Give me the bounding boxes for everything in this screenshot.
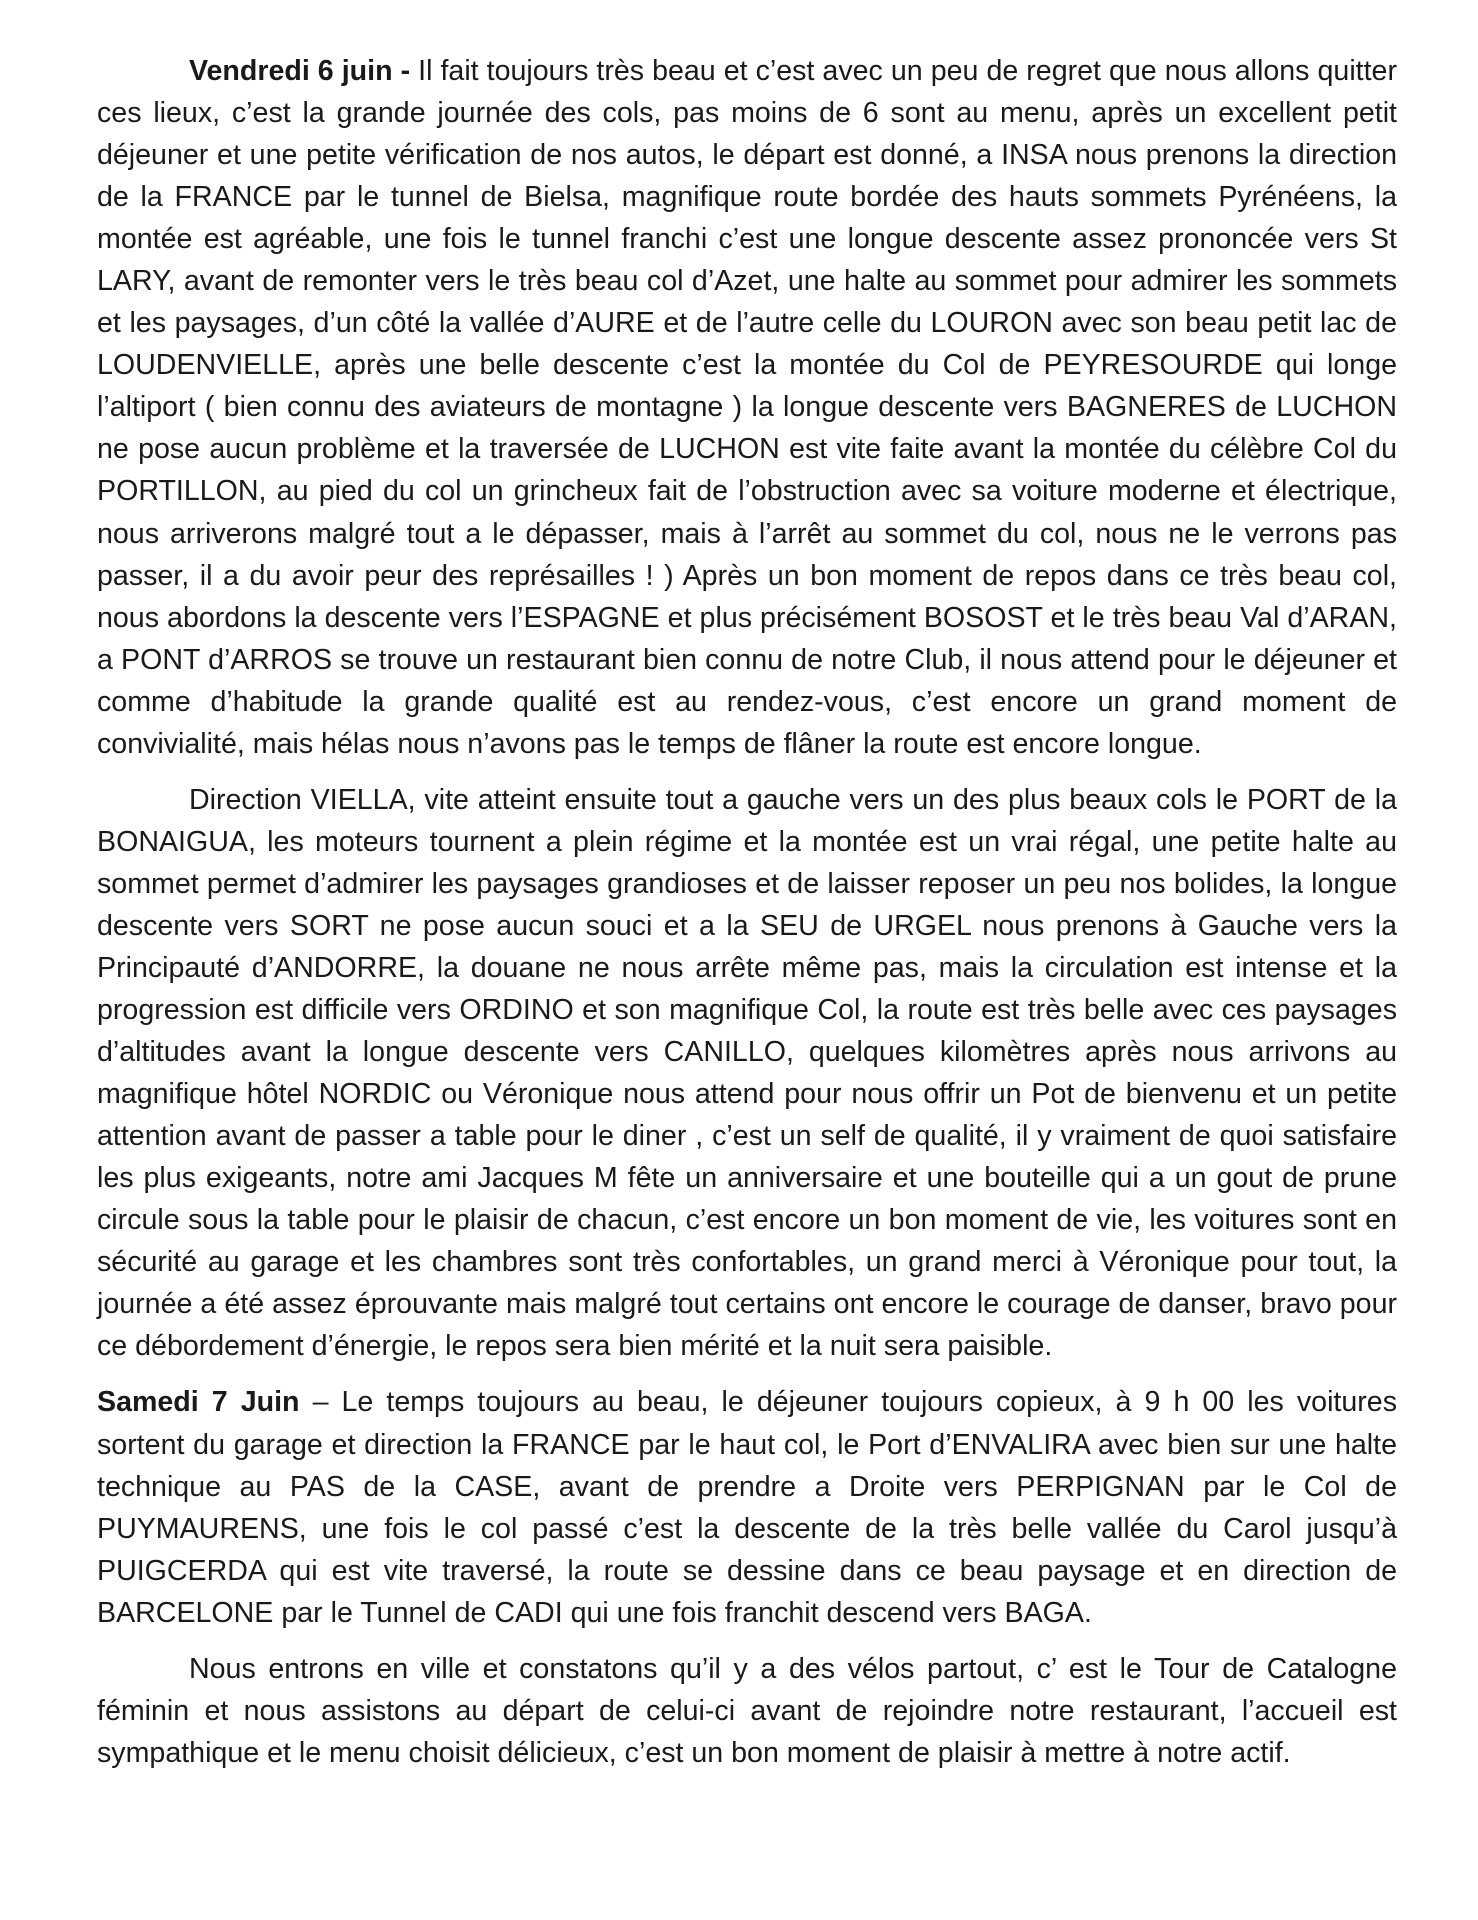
paragraph-text: Il fait toujours très beau et c’est avec un peu de regret que nous allons quitter ces lieux, c’est la grande journée des cols, pas moins de 6 sont au menu, après un excellent petit déjeuner et une petite vérification de nos autos, le départ est donné, a INSA nous prenons la direction de la FRANCE par le tunnel de Bielsa, magnifique route bordée des hauts sommets Pyrénéens, la montée est agréable, une fois le tunnel franchi c’est une longue descente assez prononcée vers St LARY, avant de remonter vers le très beau col d’Azet, une halte au sommet pour admirer les sommets et les paysages, d’un côté la vallée d’AURE et de l’autre celle du LOURON avec son beau petit lac de LOUDENVIELLE, après une belle descente c’est la montée du Col de PEYRESOURDE qui longe l’altiport ( bien connu des aviateurs de montagne ) la longue descente vers BAGNERES de LUCHON ne pose aucun problème et la traversée de LUCHON est vite faite avant la montée du célèbre Col du PORTILLON, au pied du col un grincheux fait de l’obstruction avec sa voiture moderne et électrique, nous arriverons malgré tout a le dépasser, mais à l’arrêt au sommet du col, nous ne le verrons pas passer, il a du avoir peur des représailles ! ) Après un bon moment de repos dans ce très beau col, nous abordons la descente vers l’ESPAGNE et plus précisément BOSOST et le très beau Val d’ARAN, a PONT d’ARROS se trouve un restaurant bien connu de notre Club, il nous attend pour le déjeuner et comme d’habitude la grande qualité est au rendez-vous, c’est encore un grand moment de convivialité, mais hélas nous n’avons pas le temps de flâner la route est encore longue.: [97, 55, 1397, 760]
paragraph-baga-town: [97, 1648, 1397, 1774]
paragraph-friday-6-june: [97, 50, 1397, 765]
paragraph-saturday-7-june: [97, 1381, 1397, 1633]
document-page: [97, 50, 1397, 1774]
paragraph-text: Direction VIELLA, vite atteint ensuite tout a gauche vers un des plus beaux cols le PORT de la BONAIGUA, les moteurs tournent a plein régime et la montée est un vrai régal, une petite halte au sommet permet d’admirer les paysages grandioses et de laisser reposer un peu nos bolides, la longue descente vers SORT ne pose aucun souci et a la SEU de URGEL nous prenons à Gauche vers la Principauté d’ANDORRE, la douane ne nous arrête même pas, mais la circulation est intense et la progression est difficile vers ORDINO et son magnifique Col, la route est très belle avec ces paysages d’altitudes avant la longue descente vers CANILLO, quelques kilomètres après nous arrivons au magnifique hôtel NORDIC ou Véronique nous attend pour nous offrir un Pot de bienvenu et un petite attention avant de passer a table pour le diner , c’est un self de qualité, il y vraiment de quoi satisfaire les plus exigeants, notre ami Jacques M fête un anniversaire et une bouteille qui a un gout de prune circule sous la table pour le plaisir de chacun, c’est encore un bon moment de vie, les voitures sont en sécurité au garage et les chambres sont très confortables, un grand merci à Véronique pour tout, la journée a été assez éprouvante mais malgré tout certains ont encore le courage de danser, bravo pour ce débordement d’énergie, le repos sera bien mérité et la nuit sera paisible.: [97, 783, 1397, 1363]
day-heading-saturday: Samedi 7 Juin: [97, 1386, 300, 1419]
paragraph-viella-andorra: [97, 779, 1397, 1368]
paragraph-text: Nous entrons en ville et constatons qu’il y a des vélos partout, c’ est le Tour de Catalogne féminin et nous assistons au départ de celui-ci avant de rejoindre notre restaurant, l’accueil est sympathique et le menu choisit délicieux, c’est un bon moment de plaisir à mettre à notre actif.: [97, 1652, 1397, 1769]
paragraph-text: – Le temps toujours au beau, le déjeuner toujours copieux, à 9 h 00 les voitures sortent du garage et direction la FRANCE par le haut col, le Port d’ENVALIRA avec bien sur une halte technique au PAS de la CASE, avant de prendre a Droite vers PERPIGNAN par le Col de PUYMAURENS, une fois le col passé c’est la descente de la très belle vallée du Carol jusqu’à PUIGCERDA qui est vite traversé, la route se dessine dans ce beau paysage et en direction de BARCELONE par le Tunnel de CADI qui une fois franchit descend vers BAGA.: [97, 1386, 1397, 1629]
day-heading-friday: Vendredi 6 juin -: [189, 55, 411, 87]
